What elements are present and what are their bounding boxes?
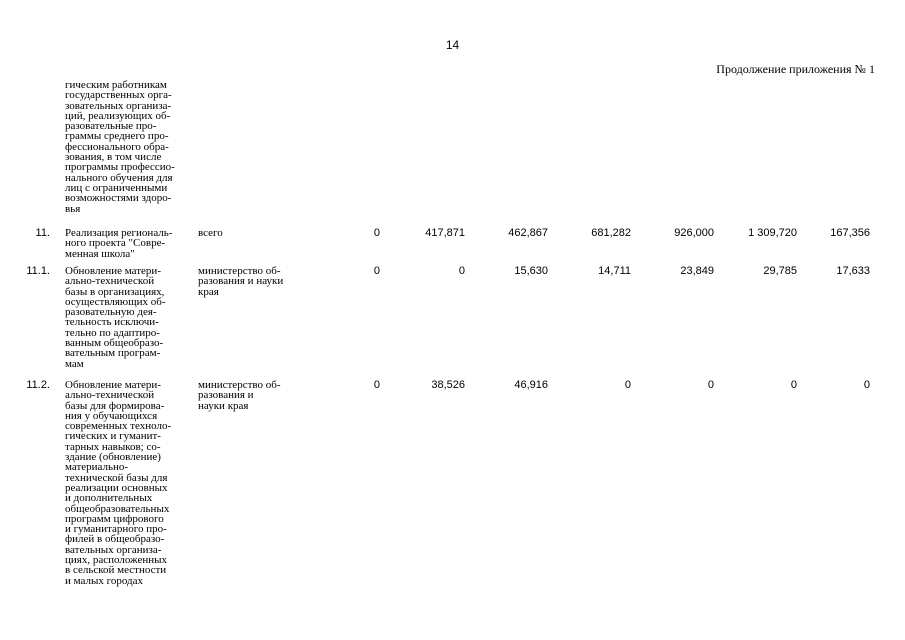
value-cell: 462,867 [508,227,548,239]
value-cell: 0 [624,379,631,391]
value-cell: 1 309,720 [748,227,797,239]
value-cell: 0 [863,379,870,391]
value-cell: 0 [458,265,465,277]
appendix-continuation-note: Продолжение приложения № 1 [716,62,875,76]
row-executor: министерство об- разования и науки края [198,265,284,298]
continued-description: гическим работникам государственных орга- зовательных организа- ций, реализующих об- разовательные про- граммы среднего про- фессионального обра- зования, в том числе программы профессио- нального обучения для лиц с ограниченными возможностями здоро- вья [65,79,175,215]
row-executor: министерство об- разования и науки края [198,379,281,412]
row-description: Обновление матери- ально-технической базы для формирова- ния у обучающихся современных техноло- гических и гуманит- тарных навыков; со- здание (обновление) материально- технической базы для реализации основных и дополнительных общеобразовательных программ цифрового и гуманитарного про- филей в общеобразо- вательных организа- циях, расположенных в сельской местности и малых городах [65,379,172,587]
row-number: 11.1. [26,265,50,277]
row-number: 11. [35,227,50,239]
value-cell: 167,356 [830,227,870,239]
row-executor: всего [198,227,223,239]
value-cell: 0 [790,379,797,391]
row-description: Обновление матери- ально-технической базы в организациях, осуществляющих об- разовательную дея- тельность исключи- тельно по адаптиро- ванным общеобразо- вательным програм- мам [65,265,166,370]
value-cell: 14,711 [598,265,631,277]
value-cell: 681,282 [591,227,631,239]
row-description: Реализация региональ- ного проекта "Совре- менная школа" [65,227,173,260]
value-cell: 17,633 [836,265,870,277]
value-cell: 0 [707,379,714,391]
value-cell: 46,916 [514,379,548,391]
value-cell: 29,785 [763,265,797,277]
value-cell: 417,871 [425,227,465,239]
row-number: 11.2. [26,379,50,391]
value-cell: 926,000 [674,227,714,239]
value-cell: 0 [373,227,380,239]
value-cell: 0 [373,265,380,277]
page-number: 14 [445,38,460,52]
value-cell: 38,526 [431,379,465,391]
value-cell: 15,630 [514,265,548,277]
value-cell: 0 [373,379,380,391]
value-cell: 23,849 [680,265,714,277]
